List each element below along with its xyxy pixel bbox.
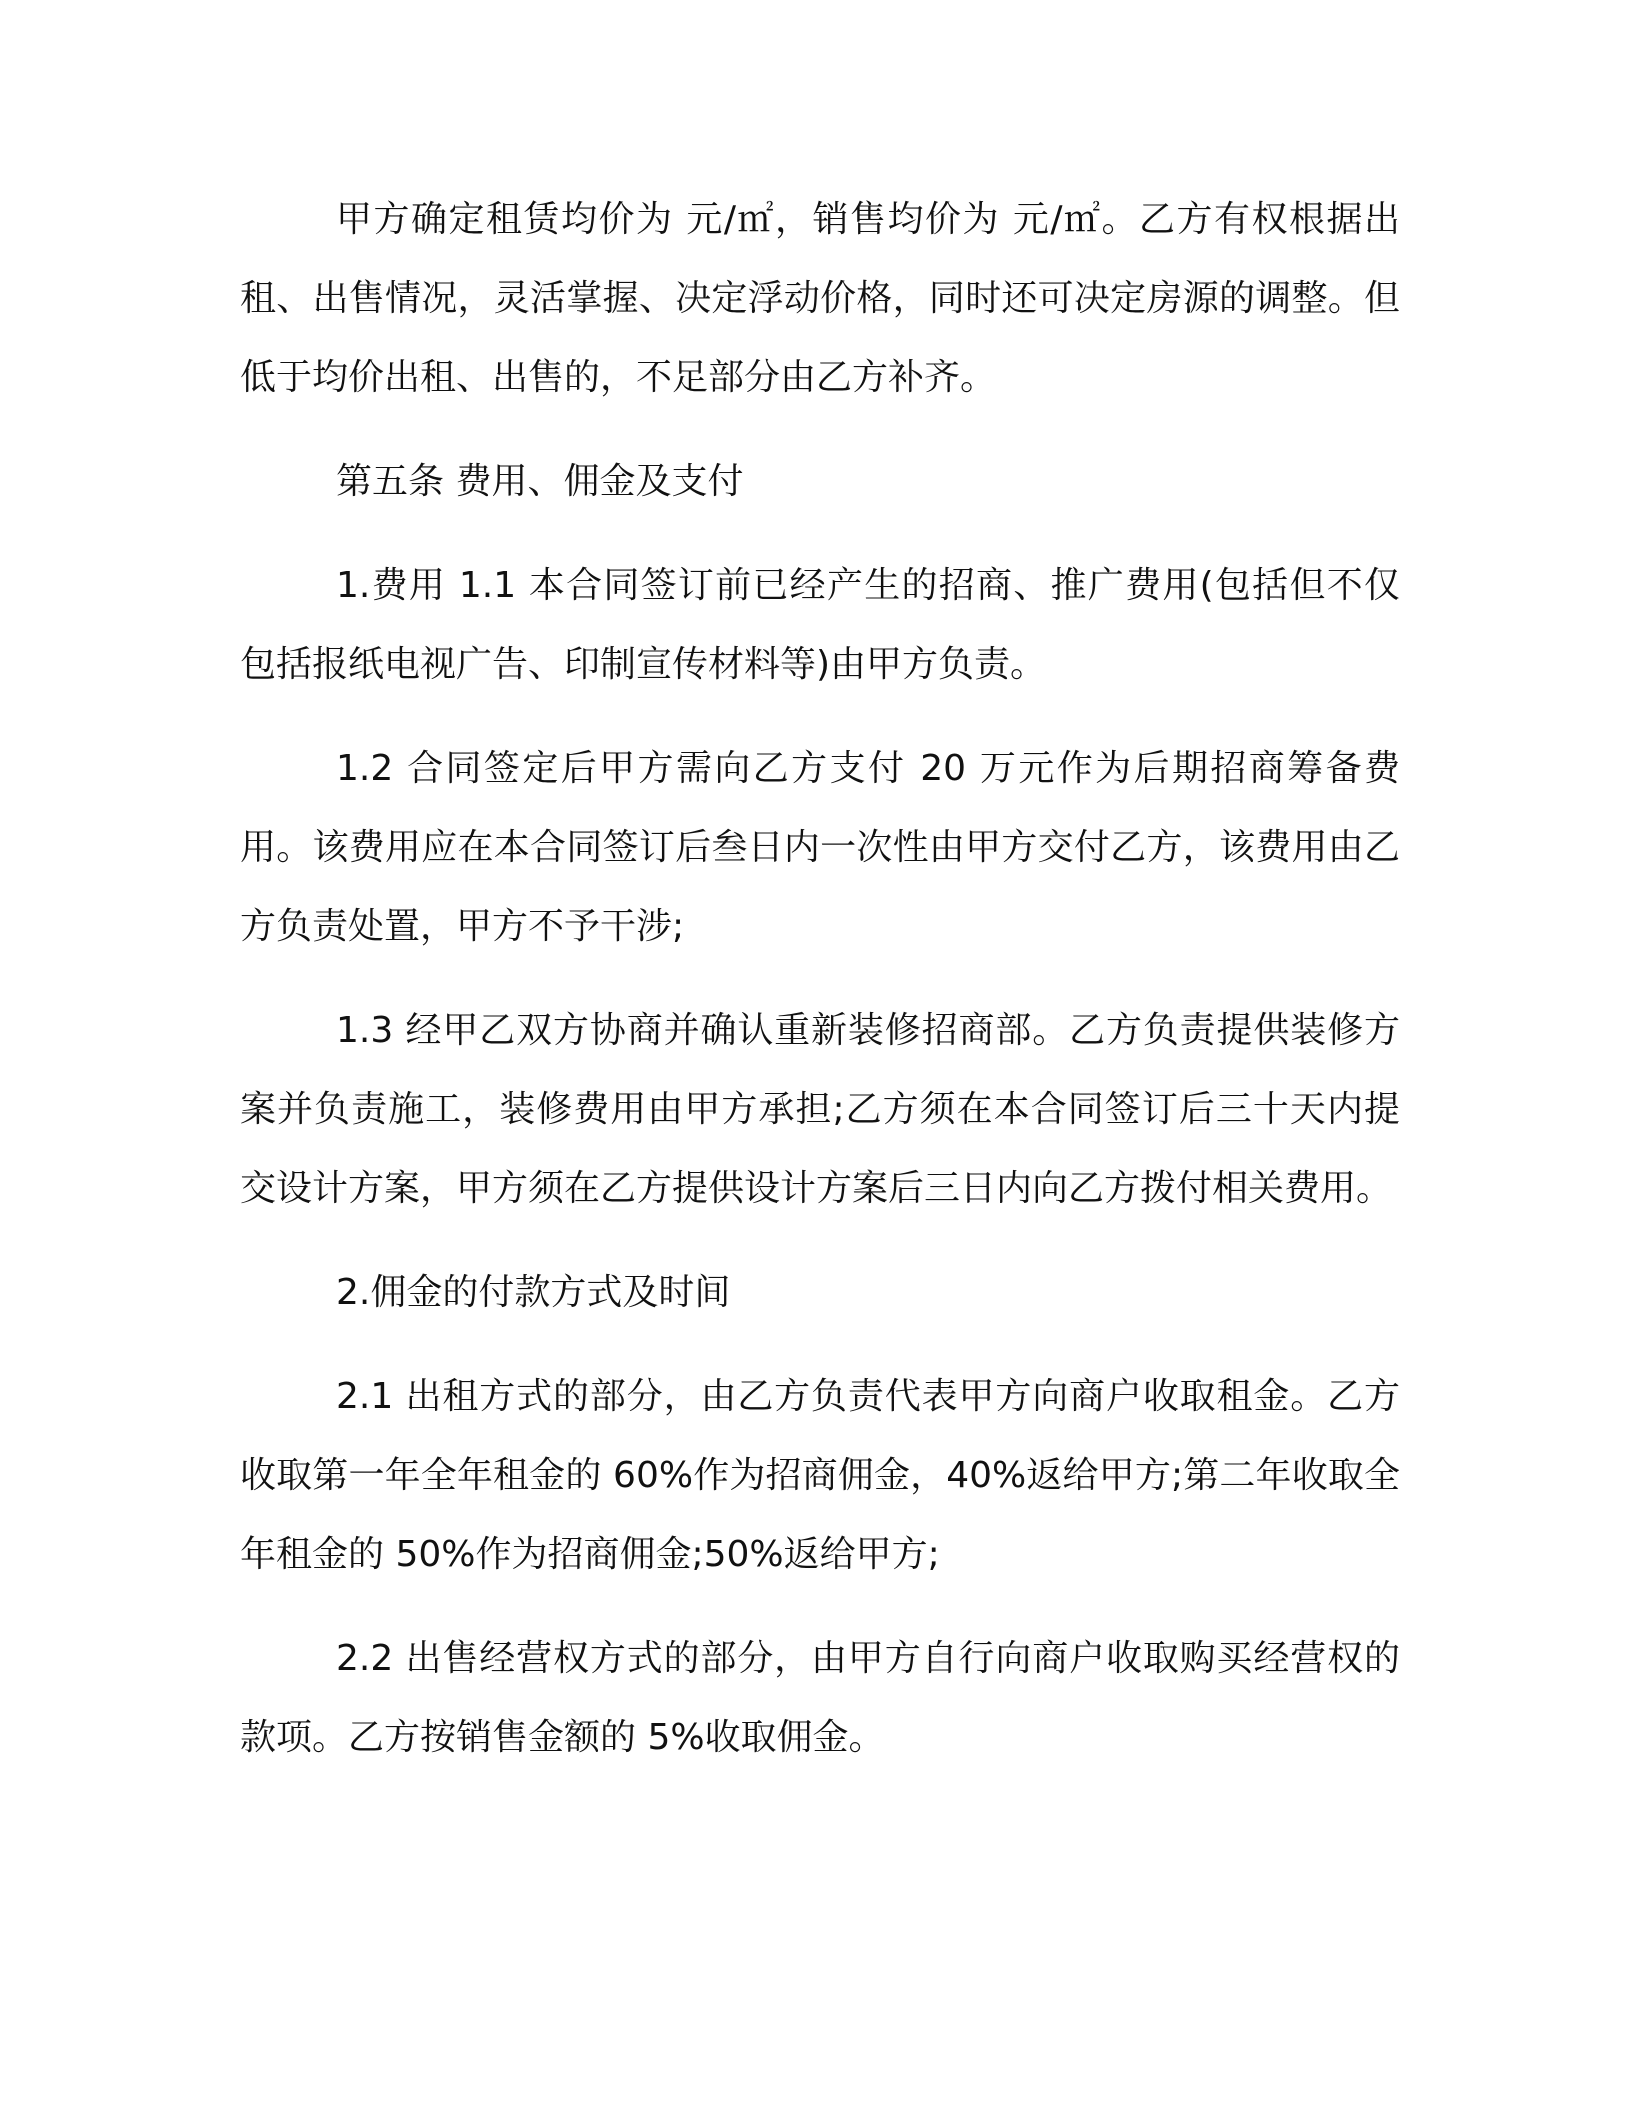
paragraph-commission-2-1: 2.1 出租方式的部分，由乙方负责代表甲方向商户收取租金。乙方收取第一年全年租金的 60%作为招商佣金，40%返给甲方;第二年收取全年租金的 50%作为招商佣金;50%返给甲方; xyxy=(240,1376,1400,1575)
paragraph-pricing: 甲方确定租赁均价为 元/㎡，销售均价为 元/㎡。乙方有权根据出租、出售情况，灵活掌握、决定浮动价格，同时还可决定房源的调整。但低于均价出租、出售的，不足部分由乙方补齐。 xyxy=(240,199,1400,398)
paragraph-commission-2-2: 2.2 出售经营权方式的部分，由甲方自行向商户收取购买经营权的款项。乙方按销售金额的 5%收取佣金。 xyxy=(240,1638,1400,1758)
section-heading-commission: 2.佣金的付款方式及时间 xyxy=(336,1272,731,1313)
paragraph-fee-1-1: 1.费用 1.1 本合同签订前已经产生的招商、推广费用(包括但不仅包括报纸电视广告、印制宣传材料等)由甲方负责。 xyxy=(240,565,1400,685)
section-heading-article-5: 第五条 费用、佣金及支付 xyxy=(336,461,744,502)
paragraph-fee-1-3: 1.3 经甲乙双方协商并确认重新装修招商部。乙方负责提供装修方案并负责施工，装修费用由甲方承担;乙方须在本合同签订后三十天内提交设计方案，甲方须在乙方提供设计方案后三日内向乙方拨付相关费用。 xyxy=(240,1010,1400,1209)
document-body xyxy=(240,180,1400,1777)
paragraph-fee-1-2: 1.2 合同签定后甲方需向乙方支付 20 万元作为后期招商筹备费用。该费用应在本合同签订后叁日内一次性由甲方交付乙方，该费用由乙方负责处置，甲方不予干涉; xyxy=(240,748,1400,947)
